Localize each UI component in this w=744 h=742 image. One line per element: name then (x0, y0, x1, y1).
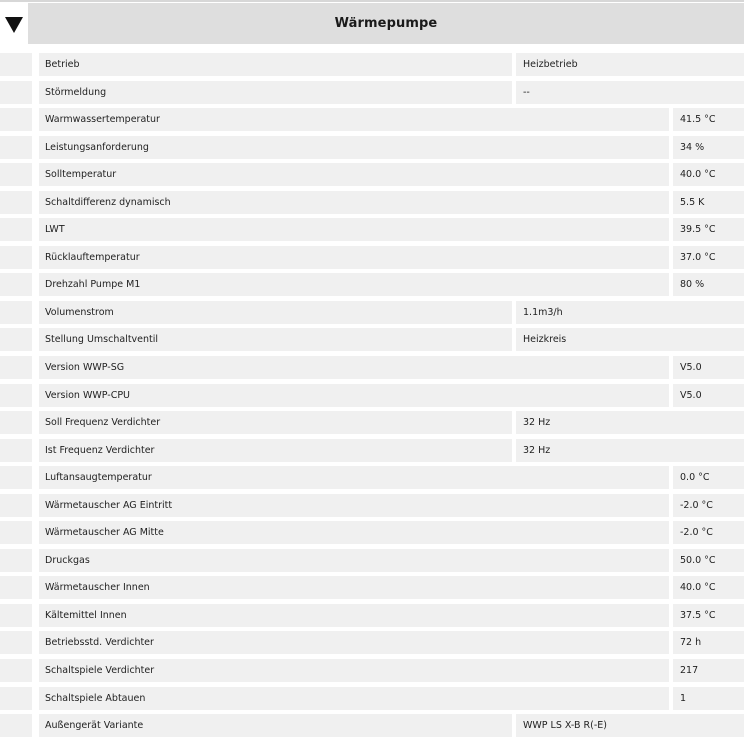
parameter-label: Leistungsanforderung (39, 136, 669, 159)
parameter-label: Stellung Umschaltventil (39, 328, 512, 351)
parameter-list (0, 53, 744, 742)
parameter-label: Luftansaugtemperatur (39, 466, 669, 489)
parameter-value: Heizkreis (516, 328, 744, 351)
parameter-row (0, 108, 744, 131)
section-title-bar[interactable] (28, 3, 744, 44)
parameter-row (0, 604, 744, 627)
parameter-value: 39.5 °C (673, 218, 744, 241)
parameter-value: 72 h (673, 631, 744, 654)
parameter-label: Störmeldung (39, 81, 512, 104)
parameter-value: 40.0 °C (673, 163, 744, 186)
parameter-label: Rücklauftemperatur (39, 246, 669, 269)
row-indent (0, 273, 32, 296)
row-indent (0, 246, 32, 269)
parameter-value: 1 (673, 687, 744, 710)
row-indent (0, 53, 32, 76)
top-divider (0, 0, 744, 2)
parameter-value: 0.0 °C (673, 466, 744, 489)
row-indent (0, 384, 32, 407)
parameter-label: Schaltspiele Abtauen (39, 687, 669, 710)
row-indent (0, 191, 32, 214)
parameter-row (0, 328, 744, 351)
parameter-label: Kältemittel Innen (39, 604, 669, 627)
parameter-label: Betrieb (39, 53, 512, 76)
row-indent (0, 301, 32, 324)
section-header[interactable] (0, 3, 744, 44)
row-indent (0, 494, 32, 517)
parameter-label: Warmwassertemperatur (39, 108, 669, 131)
row-indent (0, 631, 32, 654)
parameter-label: Drehzahl Pumpe M1 (39, 273, 669, 296)
parameter-row (0, 53, 744, 76)
parameter-row (0, 494, 744, 517)
row-indent (0, 136, 32, 159)
row-indent (0, 659, 32, 682)
parameter-label: Schaltdifferenz dynamisch (39, 191, 669, 214)
row-indent (0, 108, 32, 131)
parameter-label: Volumenstrom (39, 301, 512, 324)
parameter-label: Druckgas (39, 549, 669, 572)
parameter-label: Schaltspiele Verdichter (39, 659, 669, 682)
parameter-value: Heizbetrieb (516, 53, 744, 76)
parameter-value: 5.5 K (673, 191, 744, 214)
row-indent (0, 604, 32, 627)
parameter-label: Version WWP-SG (39, 356, 669, 379)
section-title: Wärmepumpe (334, 16, 438, 31)
triangle-down-icon (5, 17, 23, 33)
parameter-row (0, 191, 744, 214)
parameter-value: V5.0 (673, 384, 744, 407)
parameter-value: 80 % (673, 273, 744, 296)
parameter-value: 217 (673, 659, 744, 682)
parameter-label: Wärmetauscher AG Mitte (39, 521, 669, 544)
row-indent (0, 549, 32, 572)
parameter-row (0, 659, 744, 682)
parameter-row (0, 439, 744, 462)
row-indent (0, 439, 32, 462)
row-indent (0, 328, 32, 351)
parameter-value: 32 Hz (516, 439, 744, 462)
row-indent (0, 81, 32, 104)
parameter-label: Wärmetauscher AG Eintritt (39, 494, 669, 517)
parameter-row (0, 576, 744, 599)
parameter-row (0, 549, 744, 572)
parameter-value: 34 % (673, 136, 744, 159)
row-indent (0, 466, 32, 489)
parameter-value: 37.0 °C (673, 246, 744, 269)
parameter-row (0, 411, 744, 434)
parameter-row (0, 687, 744, 710)
parameter-value: V5.0 (673, 356, 744, 379)
row-indent (0, 218, 32, 241)
parameter-row (0, 631, 744, 654)
parameter-value: WWP LS X-B R(-E) (516, 714, 744, 737)
parameter-row (0, 163, 744, 186)
parameter-row (0, 521, 744, 544)
parameter-label: Ist Frequenz Verdichter (39, 439, 512, 462)
parameter-value: 41.5 °C (673, 108, 744, 131)
parameter-value: -- (516, 81, 744, 104)
parameter-row (0, 136, 744, 159)
parameter-value: 37.5 °C (673, 604, 744, 627)
parameter-label: Soll Frequenz Verdichter (39, 411, 512, 434)
row-indent (0, 576, 32, 599)
parameter-value: 40.0 °C (673, 576, 744, 599)
parameter-row (0, 466, 744, 489)
parameter-value: -2.0 °C (673, 494, 744, 517)
parameter-label: Wärmetauscher Innen (39, 576, 669, 599)
parameter-row (0, 714, 744, 737)
row-indent (0, 356, 32, 379)
parameter-row (0, 384, 744, 407)
parameter-label: Außengerät Variante (39, 714, 512, 737)
parameter-label: Solltemperatur (39, 163, 669, 186)
row-indent (0, 521, 32, 544)
parameter-label: Betriebsstd. Verdichter (39, 631, 669, 654)
parameter-row (0, 356, 744, 379)
parameter-value: -2.0 °C (673, 521, 744, 544)
row-indent (0, 687, 32, 710)
row-indent (0, 163, 32, 186)
collapse-toggle[interactable] (0, 3, 28, 44)
parameter-row (0, 218, 744, 241)
parameter-value: 1.1m3/h (516, 301, 744, 324)
parameter-row (0, 246, 744, 269)
row-indent (0, 411, 32, 434)
parameter-value: 50.0 °C (673, 549, 744, 572)
parameter-row (0, 81, 744, 104)
parameter-label: Version WWP-CPU (39, 384, 669, 407)
parameter-value: 32 Hz (516, 411, 744, 434)
parameter-row (0, 273, 744, 296)
row-indent (0, 714, 32, 737)
parameter-row (0, 301, 744, 324)
parameter-label: LWT (39, 218, 669, 241)
